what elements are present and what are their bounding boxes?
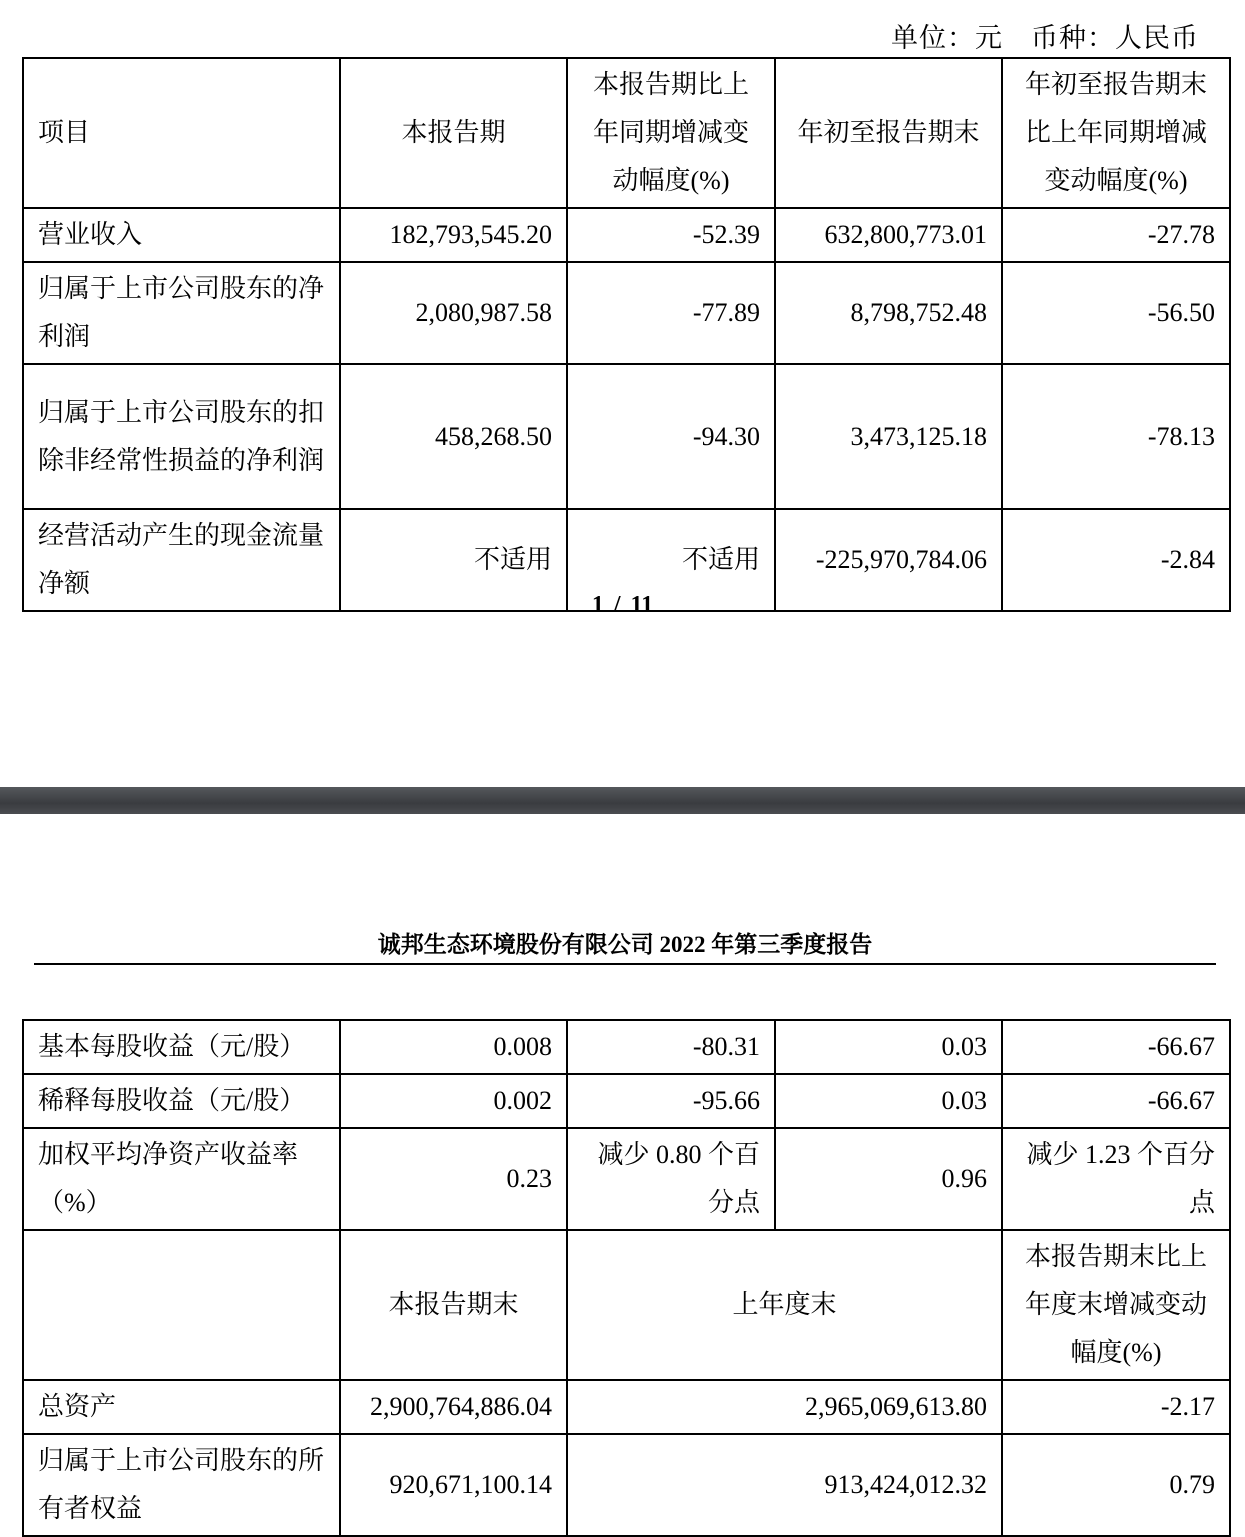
header-current-period: 本报告期 — [340, 58, 567, 208]
cell-value: 3,473,125.18 — [775, 364, 1002, 509]
cell-value: 2,080,987.58 — [340, 262, 567, 364]
cell-value: 不适用 — [340, 509, 567, 611]
subheader-blank — [23, 1230, 340, 1380]
cell-value: -56.50 — [1002, 262, 1230, 364]
cell-value: -2.17 — [1002, 1380, 1230, 1434]
cell-value: -77.89 — [567, 262, 775, 364]
table-row — [23, 208, 1230, 262]
row-label: 加权平均净资产收益率（%） — [23, 1128, 340, 1230]
header-ytd: 年初至报告期末 — [775, 58, 1002, 208]
table-row — [23, 1074, 1230, 1128]
cell-value: -27.78 — [1002, 208, 1230, 262]
subheader-period-end: 本报告期末 — [340, 1230, 567, 1380]
cell-value: -94.30 — [567, 364, 775, 509]
header-ytd-change: 年初至报告期末比上年同期增减变动幅度(%) — [1002, 58, 1230, 208]
cell-value: 458,268.50 — [340, 364, 567, 509]
cell-value: 减少 1.23 个百分点 — [1002, 1128, 1230, 1230]
cell-value: -66.67 — [1002, 1074, 1230, 1128]
cell-value: 0.79 — [1002, 1434, 1230, 1536]
cell-value: 不适用 — [567, 509, 775, 611]
cell-value: 8,798,752.48 — [775, 262, 1002, 364]
table-row — [23, 364, 1230, 509]
page-number: 1 / 11 — [591, 592, 654, 618]
table-row — [23, 1434, 1230, 1536]
cell-value: 0.23 — [340, 1128, 567, 1230]
cell-value: -52.39 — [567, 208, 775, 262]
header-item: 项目 — [23, 58, 340, 208]
cell-value: -225,970,784.06 — [775, 509, 1002, 611]
cell-value: 2,900,764,886.04 — [340, 1380, 567, 1434]
cell-value: 2,965,069,613.80 — [567, 1380, 1002, 1434]
cell-value: -95.66 — [567, 1074, 775, 1128]
row-label: 归属于上市公司股东的扣除非经常性损益的净利润 — [23, 364, 340, 509]
financial-data-table-bottom — [22, 1019, 1231, 1537]
row-label: 经营活动产生的现金流量净额 — [23, 509, 340, 611]
document-header: 诚邦生态环境股份有限公司 2022 年第三季度报告 — [34, 926, 1216, 965]
row-label: 归属于上市公司股东的所有者权益 — [23, 1434, 340, 1536]
cell-value: 182,793,545.20 — [340, 208, 567, 262]
cell-value: -2.84 — [1002, 509, 1230, 611]
header-current-period-change: 本报告期比上年同期增减变动幅度(%) — [567, 58, 775, 208]
row-label: 稀释每股收益（元/股） — [23, 1074, 340, 1128]
cell-value: 0.008 — [340, 1020, 567, 1074]
cell-value: 632,800,773.01 — [775, 208, 1002, 262]
cell-value: -80.31 — [567, 1020, 775, 1074]
cell-value: -66.67 — [1002, 1020, 1230, 1074]
cell-value: 0.03 — [775, 1020, 1002, 1074]
row-label: 归属于上市公司股东的净利润 — [23, 262, 340, 364]
cell-value: 920,671,100.14 — [340, 1434, 567, 1536]
financial-data-table-top — [22, 57, 1231, 612]
table-row — [23, 1128, 1230, 1230]
subheader-change: 本报告期末比上年度末增减变动幅度(%) — [1002, 1230, 1230, 1380]
table-header-row — [23, 58, 1230, 208]
cell-value: 减少 0.80 个百分点 — [567, 1128, 775, 1230]
table-subheader-row — [23, 1230, 1230, 1380]
table-row — [23, 1020, 1230, 1074]
cell-value: 0.002 — [340, 1074, 567, 1128]
unit-currency-note: 单位：元 币种：人民币 — [891, 23, 1199, 53]
row-label: 基本每股收益（元/股） — [23, 1020, 340, 1074]
table-row — [23, 262, 1230, 364]
row-label: 营业收入 — [23, 208, 340, 262]
row-label: 总资产 — [23, 1380, 340, 1434]
cell-value: 0.03 — [775, 1074, 1002, 1128]
cell-value: 913,424,012.32 — [567, 1434, 1002, 1536]
subheader-prior-year-end: 上年度末 — [567, 1230, 1002, 1380]
cell-value: -78.13 — [1002, 364, 1230, 509]
cell-value: 0.96 — [775, 1128, 1002, 1230]
table-row — [23, 1380, 1230, 1434]
page-separator-bar — [0, 787, 1245, 814]
